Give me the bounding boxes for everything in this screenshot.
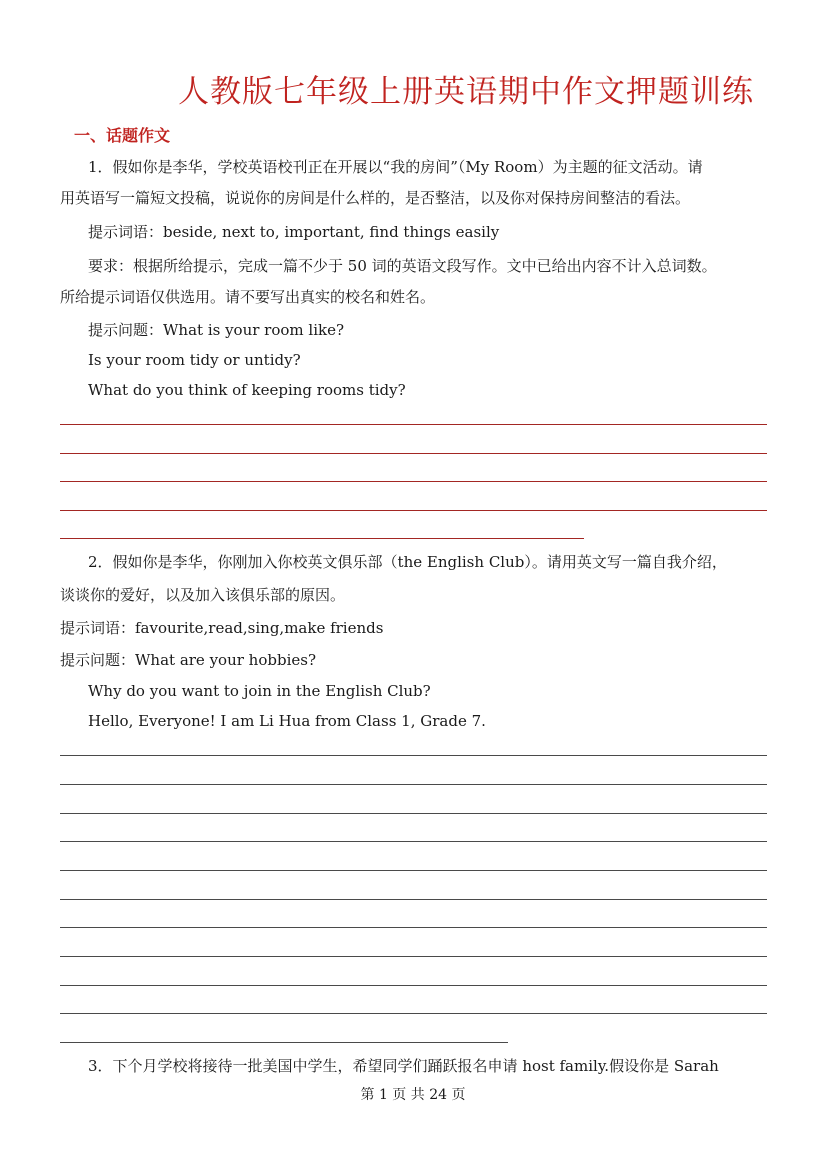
q2-opening-sentence: Hello, Everyone! I am Li Hua from Class 1, Grade 7.: [88, 712, 486, 730]
answer-line: [60, 985, 767, 986]
answer-line: [60, 1013, 767, 1014]
q3-line-1: 3．下个月学校将接待一批美国中学生，希望同学们踊跃报名申请 host family.假设你是 Sarah: [88, 1057, 719, 1075]
q2-hint-question-2: Why do you want to join in the English Club?: [88, 682, 431, 700]
answer-line: [60, 755, 767, 756]
page-footer: 第 1 页 共 24 页: [360, 1087, 466, 1103]
answer-line: [60, 510, 767, 511]
answer-line: [60, 899, 767, 900]
q1-line-1: 1．假如你是李华，学校英语校刊正在开展以“我的房间”（My Room）为主题的征文活动。请: [88, 158, 703, 176]
answer-line: [60, 784, 767, 785]
answer-line: [60, 538, 584, 539]
answer-line: [60, 481, 767, 482]
q1-line-2: 用英语写一篇短文投稿，说说你的房间是什么样的，是否整洁，以及你对保持房间整洁的看法。: [60, 189, 691, 207]
answer-line: [60, 956, 767, 957]
answer-line: [60, 927, 767, 928]
q1-requirement-1: 要求：根据所给提示，完成一篇不少于 50 词的英语文段写作。文中已给出内容不计入总词数。: [88, 257, 717, 275]
answer-line: [60, 870, 767, 871]
answer-line: [60, 813, 767, 814]
answer-line: [60, 1042, 508, 1043]
page-title: 人教版七年级上册英语期中作文押题训练: [178, 74, 754, 110]
q2-hint-words: 提示词语：favourite,read,sing,make friends: [60, 619, 384, 637]
q1-hint-words: 提示词语：beside, next to, important, find things easily: [88, 223, 500, 241]
q1-hint-question-2: Is your room tidy or untidy?: [88, 351, 301, 369]
q1-requirement-2: 所给提示词语仅供选用。请不要写出真实的校名和姓名。: [60, 288, 436, 306]
answer-line: [60, 424, 767, 425]
answer-line: [60, 453, 767, 454]
section-heading: 一、话题作文: [74, 126, 171, 145]
q1-hint-question-1: 提示问题：What is your room like?: [88, 321, 345, 339]
q2-hint-question-1: 提示问题：What are your hobbies?: [60, 651, 316, 669]
q2-line-2: 谈谈你的爱好，以及加入该俱乐部的原因。: [60, 586, 346, 604]
q1-hint-question-3: What do you think of keeping rooms tidy?: [88, 381, 406, 399]
q2-line-1: 2．假如你是李华，你刚加入你校英文俱乐部（the English Club）。请用英文写一篇自我介绍，: [88, 553, 727, 571]
answer-line: [60, 841, 767, 842]
